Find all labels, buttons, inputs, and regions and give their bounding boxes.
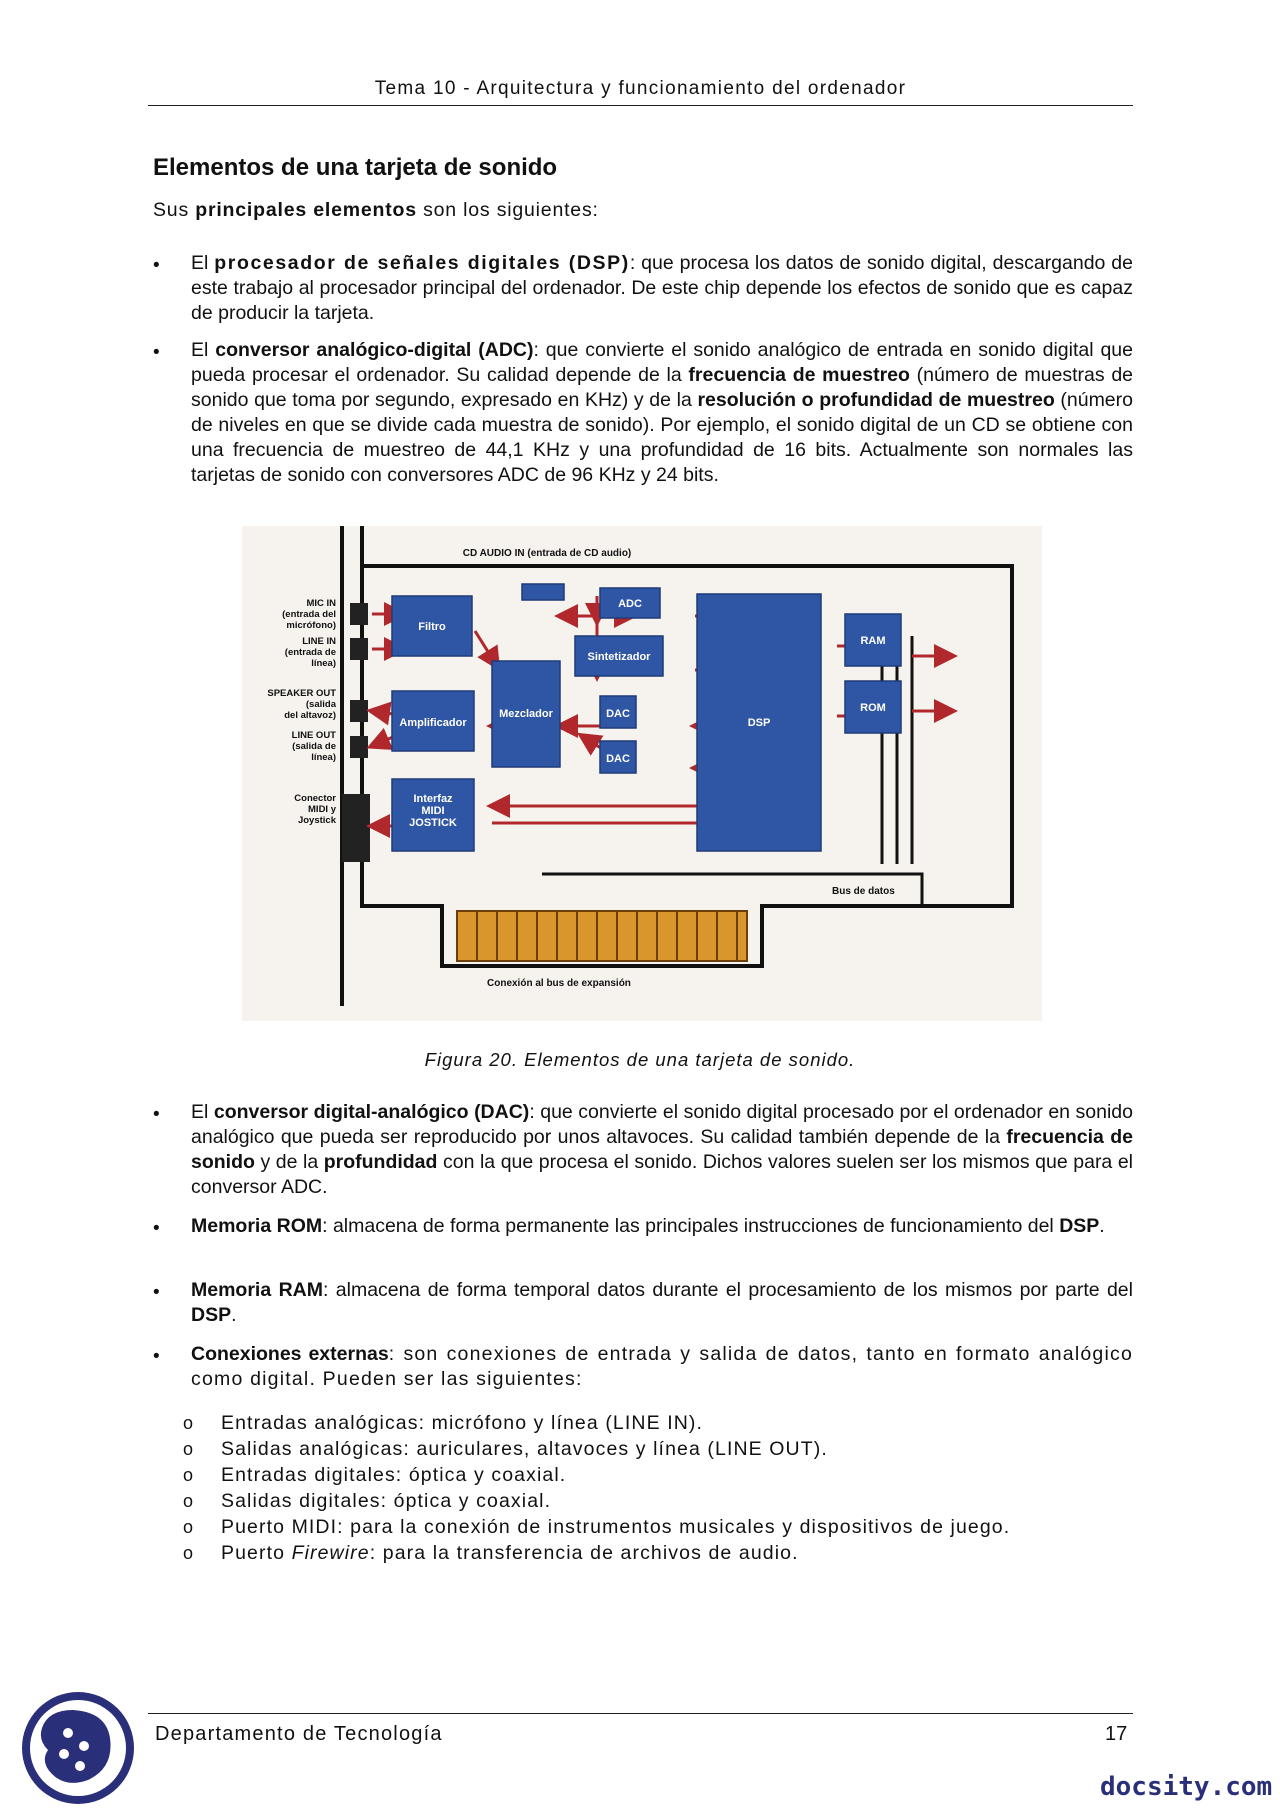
line-out-label-1: LINE OUT: [291, 730, 336, 741]
sub-item: o Entradas analógicas: micrófono y línea (LINE IN).: [183, 1412, 704, 1434]
ram-label: RAM: [860, 635, 886, 647]
page-header: Tema 10 - Arquitectura y funcionamiento del ordenador: [374, 78, 907, 99]
sintetizador-label: Sintetizador: [587, 651, 651, 663]
docsity-logo-icon[interactable]: [18, 1688, 138, 1808]
expansion-connector: [457, 911, 747, 961]
bullet-adc: •: [153, 342, 160, 363]
figure-caption: Figura 20. Elementos de una tarjeta de sonido.: [424, 1049, 856, 1070]
section-title: Elementos de una tarjeta de sonido: [153, 154, 558, 181]
rom-label: ROM: [860, 702, 886, 714]
bullet-dsp: •: [153, 255, 160, 276]
item-adc: El conversor analógico-digital (ADC): que convierte el sonido analógico de entrada en sonido digital que pueda procesar el ordenador. Su calidad depende de la frecuencia de muestreo (número de muestras de sonido que toma por segundo, expresado en KHz) y de la resolución o profundidad de muestreo (número de niveles en que se divide cada muestra de sonido). Por ejemplo, el sonido digital de un CD se obtiene con una frecuencia de muestreo de 44,1 KHz y una profundidad de 16 bits. Actualmente son normales las tarjetas de sonido con conversores ADC de 96 KHz y 24 bits.: [191, 339, 1134, 486]
item-ext: Conexiones externas: son conexiones de entrada y salida de datos, tanto en formato analógico como digital. Pueden ser las siguientes:: [191, 1343, 1133, 1390]
item-dac: El conversor digital-analógico (DAC): que convierte el sonido digital procesado por el ordenador en sonido analógico que pueda ser reproducido por unos altavoces. Su calidad también depende de la frecuencia de sonido y de la profundidad con la que procesa el sonido. Dichos valores suelen ser los mismos que para el conversor ADC.: [191, 1101, 1134, 1198]
midi-connector: [342, 794, 370, 862]
footer-rule: [148, 1713, 1133, 1714]
footer-department: Departamento de Tecnología: [155, 1723, 443, 1745]
sub-item: o Puerto MIDI: para la conexión de instrumentos musicales y dispositivos de juego.: [183, 1516, 1011, 1538]
bullet-dac: •: [153, 1104, 160, 1125]
adc-label: ADC: [618, 598, 642, 610]
bullet-ext: •: [153, 1346, 160, 1367]
interfaz-label-1: Interfaz: [413, 793, 453, 805]
sub-item: o Puerto Firewire: para la transferencia de archivos de audio.: [183, 1542, 799, 1564]
sub-item: o Salidas digitales: óptica y coaxial.: [183, 1490, 552, 1512]
mic-in-label-3: micrófono): [286, 620, 336, 631]
sub-item: o Salidas analógicas: auriculares, altavoces y línea (LINE OUT).: [183, 1438, 828, 1460]
cd-audio-label: CD AUDIO IN (entrada de CD audio): [462, 548, 632, 559]
header-rule: [148, 105, 1133, 106]
midi-conn-label-1: Conector: [294, 793, 336, 804]
line-out-jack: [350, 736, 368, 758]
mezclador-label: Mezclador: [499, 708, 553, 720]
dac1-label: DAC: [606, 708, 630, 720]
dsp-label: DSP: [747, 717, 771, 729]
bullet-ram: •: [153, 1282, 160, 1303]
line-out-label-3: línea): [311, 752, 336, 763]
dac2-label: DAC: [606, 753, 630, 765]
interfaz-label-3: JOSTICK: [409, 817, 457, 829]
page-number: 17: [1105, 1723, 1128, 1745]
bullet-rom: •: [153, 1218, 160, 1239]
line-in-label-2: (entrada de: [284, 647, 336, 658]
speaker-out-jack: [350, 700, 368, 722]
sound-card-figure: [242, 526, 1042, 1021]
line-in-label-1: LINE IN: [302, 636, 336, 647]
interfaz-label-2: MIDI: [421, 805, 445, 817]
item-ram: Memoria RAM: almacena de forma temporal datos durante el procesamiento de los mismos por parte del DSP.: [191, 1279, 1133, 1326]
speaker-out-label-2: (salida: [305, 699, 336, 710]
filtro-label: Filtro: [418, 621, 446, 633]
line-in-label-3: línea): [311, 658, 336, 669]
speaker-out-label-3: del altavoz): [284, 710, 336, 721]
mic-in-label-1: MIC IN: [306, 598, 336, 609]
midi-conn-label-3: Joystick: [297, 815, 336, 826]
sub-item: o Entradas digitales: óptica y coaxial.: [183, 1464, 567, 1486]
mic-in-jack: [350, 603, 368, 625]
speaker-out-label-1: SPEAKER OUT: [267, 688, 336, 699]
bus-expansion-label: Conexión al bus de expansión: [487, 978, 631, 989]
item-dsp: El procesador de señales digitales (DSP): que procesa los datos de sonido digital, descargando de este trabajo al procesador principal del ordenador. De este chip depende los efectos de sonido que es capaz de producir la tarjeta.: [191, 252, 1133, 324]
line-out-label-2: (salida de: [292, 741, 336, 752]
cd-audio-block: [522, 584, 564, 600]
midi-conn-label-2: MIDI y: [308, 804, 336, 815]
docsity-brand[interactable]: docsity.com: [1100, 1772, 1273, 1802]
item-rom: Memoria ROM: almacena de forma permanente las principales instrucciones de funcionamiento del DSP.: [191, 1215, 1105, 1237]
bus-datos-label: Bus de datos: [832, 886, 895, 897]
intro-paragraph: Sus principales elementos son los siguientes:: [153, 199, 599, 221]
line-in-jack: [350, 638, 368, 660]
mic-in-label-2: (entrada del: [282, 609, 336, 620]
amplificador-label: Amplificador: [399, 717, 467, 729]
